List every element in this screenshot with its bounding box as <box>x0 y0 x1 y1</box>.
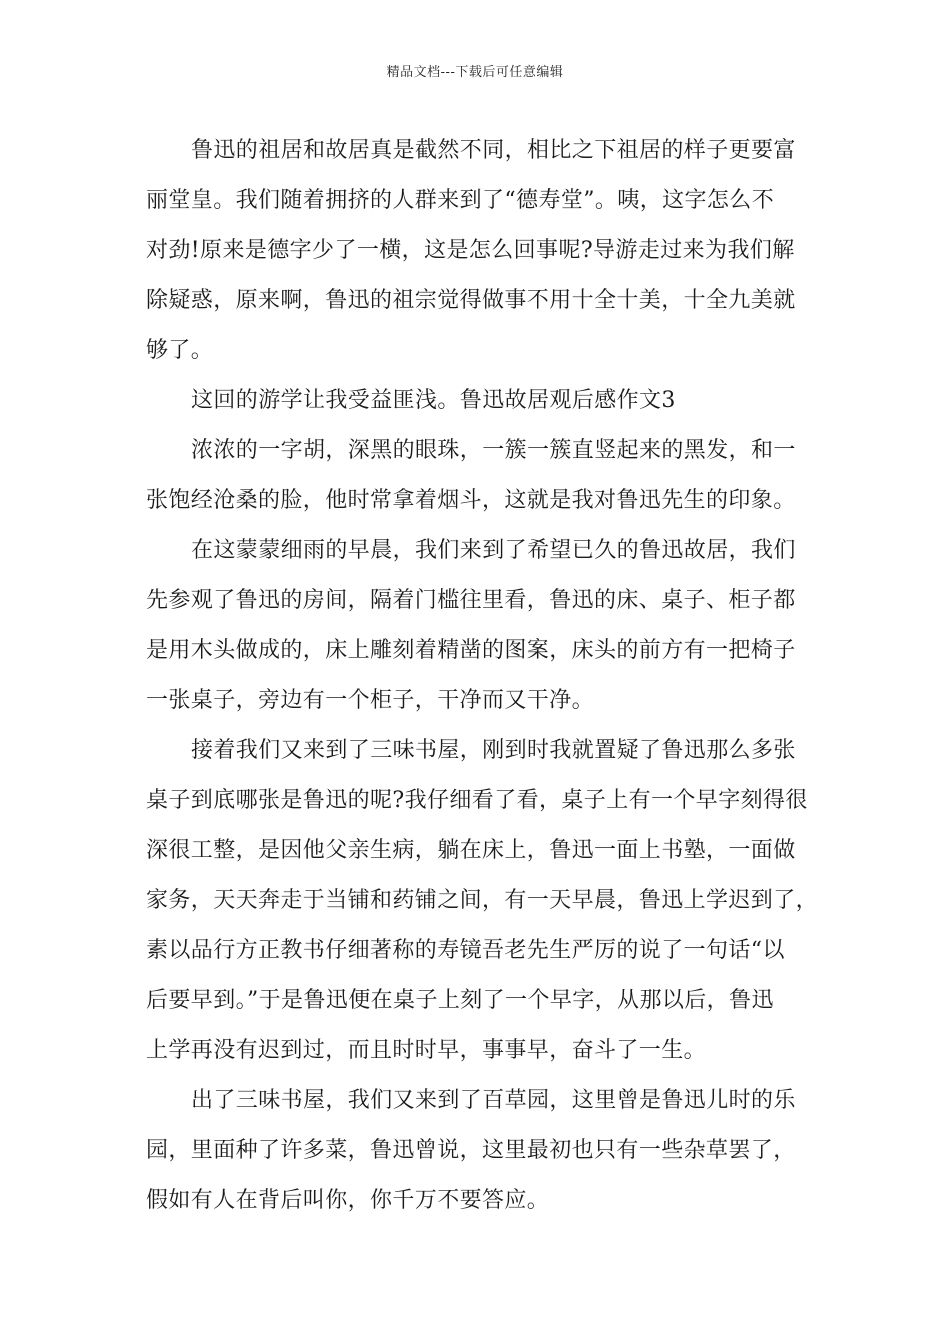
text-line: 够了。 <box>146 338 214 363</box>
page-header: 精品文档---下载后可任意编辑 <box>386 65 564 80</box>
text-line: 先参观了鲁迅的房间，隔着门槛往里看，鲁迅的床、桌子、柜子都 <box>146 588 796 613</box>
text-line: 浓浓的一字胡，深黑的眼珠，一簇一簇直竖起来的黑发，和一 <box>191 438 796 463</box>
text-line: 上学再没有迟到过，而且时时早，事事早，奋斗了一生。 <box>146 1038 707 1063</box>
text-line: 家务，天天奔走于当铺和药铺之间，有一天早晨，鲁迅上学迟到了， <box>146 888 819 913</box>
text-line: 丽堂皇。我们随着拥挤的人群来到了“德寿堂”。咦，这字怎么不 <box>146 188 775 213</box>
text-line: 对劲!原来是德字少了一横，这是怎么回事呢?导游走过来为我们解 <box>146 238 795 263</box>
text-line: 张饱经沧桑的脸，他时常拿着烟斗，这就是我对鲁迅先生的印象。 <box>146 488 796 513</box>
text-line: 除疑惑，原来啊，鲁迅的祖宗觉得做事不用十全十美，十全九美就 <box>146 288 796 313</box>
text-line: 深很工整，是因他父亲生病，躺在床上，鲁迅一面上书塾，一面做 <box>146 838 796 863</box>
text-line: 素以品行方正教书仔细著称的寿镜吾老先生严厉的说了一句话“以 <box>146 938 785 963</box>
text-line: 一张桌子，旁边有一个柜子，干净而又干净。 <box>146 688 595 713</box>
text-line: 桌子到底哪张是鲁迅的呢?我仔细看了看，桌子上有一个早字刻得很 <box>146 788 808 813</box>
text-line: 假如有人在背后叫你，你千万不要答应。 <box>146 1188 550 1213</box>
text-line: 出了三味书屋，我们又来到了百草园，这里曾是鲁迅儿时的乐 <box>191 1088 796 1113</box>
text-line: 园，里面种了许多菜，鲁迅曾说，这里最初也只有一些杂草罢了， <box>146 1138 796 1163</box>
text-line: 鲁迅的祖居和故居真是截然不同，相比之下祖居的样子更要富 <box>191 138 796 163</box>
text-line: 接着我们又来到了三味书屋，刚到时我就置疑了鲁迅那么多张 <box>191 738 796 763</box>
document-body <box>146 126 826 1226</box>
text-line: 在这蒙蒙细雨的早晨，我们来到了希望已久的鲁迅故居，我们 <box>191 538 796 563</box>
text-line: 是用木头做成的，床上雕刻着精凿的图案，床头的前方有一把椅子 <box>146 638 796 663</box>
text-line: 后要早到。”于是鲁迅便在桌子上刻了一个早字，从那以后，鲁迅 <box>146 988 774 1013</box>
text-line: 这回的游学让我受益匪浅。鲁迅故居观后感作文3 <box>191 388 676 413</box>
